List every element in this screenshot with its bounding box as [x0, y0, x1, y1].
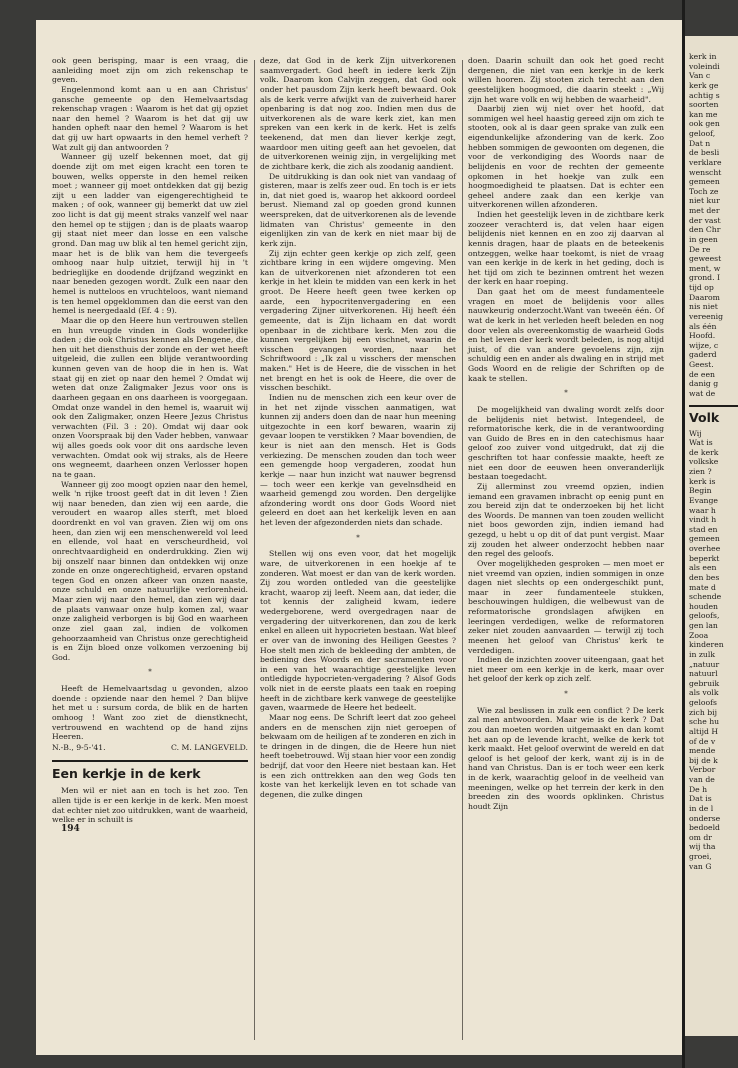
- truncated-line: de een: [689, 369, 715, 379]
- truncated-line: wijze, c: [689, 340, 719, 350]
- truncated-line: houden: [689, 601, 718, 611]
- paragraph: Men wil er niet aan en toch is het zoo. Ten allen tijde is er een kerkje in de kerk. Men moest dat echter niet zoo uitdrukken, want de waarheid, welke er in schuilt is: [52, 786, 248, 825]
- truncated-line: bedoeld: [689, 823, 720, 833]
- truncated-line: groei,: [689, 852, 712, 861]
- truncated-line: Geest.: [689, 360, 714, 369]
- paragraph: Zij allerminst zou vreemd opzien, indien iemand een gravamen inbracht op eenig punt en zou bereid zijn dat te onderzoeken bij het licht des Woords. De mannen van toen zouden wellicht niet boos geworden zijn, indien iemand had gezegd, u hebt u op dit of dat punt vergist. Maar zij zouden het alweer onderzocht hebben naar den regel des geloofs.: [468, 481, 664, 559]
- truncated-line: in geen: [689, 234, 718, 244]
- paragraph: ook geen berisping, maar is een vraag, die aanleiding moet zijn om zich rekenschap te geven.: [52, 56, 248, 85]
- truncated-line: geloof,: [689, 129, 716, 138]
- truncated-line: mende: [689, 746, 716, 756]
- article-heading: Een kerkje in de kerk: [52, 760, 248, 781]
- truncated-line: Toch ze: [689, 186, 719, 196]
- truncated-line: ment, w: [689, 263, 721, 273]
- truncated-line: kerk in: [689, 52, 717, 61]
- truncated-line: tijd op: [689, 283, 714, 292]
- truncated-line: gaderd: [689, 350, 717, 360]
- paragraph: Wanneer gij zoo moogt opzien naar den hemel, welk 'n rijke troost geeft dat in dit leven ! Zien wij naar beneden, dan zien wij een aarde, die veroudert en waarop alles sterft, met bloed doordrenkt en vol van graven. Zien wij om ons heen, dan zien wij een menschenwereld vol leed en ellende, vol haat en verscheurdheid, vol onrechtvaardigheid en onderdrukking. Zien wij bij onszelf naar binnen dan ontdekken wij onze zonde en onze ongerechtigheid, ervaren opstand tegen God en onzen afkeer van onzen naaste, onze schuld en onze natuurlijke verlorenheid. Maar zien wij naar den hemel, dan zien wij daar de plaats vanwaar onze hulp komen zal, waar onze zaligheid verborgen is bij God en waarheen onze ziel gaan zal, indien de volkomen gehoorzaamheid van Christus onze gerechtigheid is en Zijn bloed onze volkomen verzoening bij God.: [52, 479, 248, 662]
- truncated-line: geloofs,: [689, 611, 720, 621]
- paragraph: Maar nog eens. De Schrift leert dat zoo geheel anders en de menschen zijn niet geroepen of bekwaam om de heiligen af te zonderen en zich in te dringen in de dingen, die de Heere hun niet heeft toebetrouwd. Wij staan hier voor een zondig bedrijf, dat voor den Heere niet bestaan kan. Het is een zich onttrekken aan den weg Gods ten koste van het kerkelijk leven en tot schade van degenen, die zulke dingen: [260, 712, 456, 799]
- section-separator: *: [564, 389, 568, 398]
- truncated-line: als één: [689, 321, 717, 331]
- truncated-line: beperkt: [689, 553, 720, 563]
- truncated-line: gemeen: [689, 534, 720, 544]
- facing-page-edge: [685, 36, 738, 1036]
- truncated-line: nis niet: [689, 302, 718, 312]
- truncated-line: volkske: [689, 457, 719, 467]
- truncated-line: vereenig: [689, 311, 723, 321]
- truncated-text-block: [689, 429, 738, 872]
- paragraph: De mogelijkheid van dwaling wordt zelfs door de belijdenis niet betwist. Integendeel, de reformatorische kerk, die in de verantwoording van Guido de Bres en in den catechismus haar geloof zoo zuiver vond uitgedrukt, dat zij die geschriften tot haar confessie maakte, heeft ze niet een door de eeuwen heen onveranderlijk bestaan toegedacht.: [468, 404, 664, 482]
- truncated-line: schende: [689, 592, 722, 602]
- truncated-line: wij tha: [689, 842, 716, 852]
- truncated-line: der vast: [689, 215, 721, 225]
- truncated-line: bij de k: [689, 755, 718, 765]
- column-4: [689, 52, 738, 871]
- truncated-line: zich bij: [689, 707, 717, 717]
- truncated-line: kerk ge: [689, 80, 719, 90]
- signature-place-date: N.-B., 9-5-'41.: [52, 742, 106, 752]
- truncated-line: wat de: [689, 388, 716, 398]
- truncated-line: wenscht: [689, 167, 722, 177]
- truncated-line: niet kur: [689, 196, 720, 206]
- signature-name: C. M. LANGEVELD.: [171, 742, 248, 752]
- truncated-line: vindt h: [689, 515, 717, 525]
- column-1: [52, 56, 248, 835]
- truncated-line: Hoofd.: [689, 331, 716, 341]
- truncated-line: Dat n: [689, 138, 711, 148]
- truncated-line: stad en: [689, 524, 718, 534]
- paragraph: Heeft de Hemelvaartsdag u gevonden, alzoo doende : opziende naar den hemel ? Dan blijve het met u : sursum corda, de blik en de harten omhoog ! Want zoo ziet de dienstknecht, vertrouwend en wachtend op de hand zijns Heeren.: [52, 684, 248, 742]
- paragraph: Over mogelijkheden gesproken — men moet er niet vreemd van opzien, indien sommigen in onze dagen niet slechts op een ondergeschikt punt, maar in zeer fundamenteele stukken, beschouwingen huldigen, die welbewust van de reformatorische grondslagen afwijken en leeringen verdedigen, welke de reformatoren zeker niet zouden aanvaarden — terwijl zij toch meenen het geloof van Christus' kerk te verdedigen.: [468, 558, 664, 655]
- paragraph: Daarbij zien wij niet over het hoofd, dat sommigen wel heel haastig gereed zijn om zich te stooten, ook al is daar geen sprake van zulk een eigendunkelijke afzondering van de kerk. Zoo hebben sommigen de gewoonten om degenen, die voor de verkondiging des Woords naar de belijdenis en voor de rechten der gemeente opkomen in het hoekje van zulk een hoogmoedigheid te plaatsen. Dat is echter een geheel andere zaak dan een kerkje van uitverkorenen willen afzonderen.: [468, 104, 664, 210]
- truncated-line: in zulk: [689, 649, 715, 659]
- truncated-line: mate d: [689, 582, 716, 592]
- truncated-line: gebruik: [689, 678, 720, 688]
- truncated-line: kan me: [689, 109, 718, 119]
- truncated-line: de kerk: [689, 447, 719, 457]
- truncated-line: van de: [689, 775, 715, 784]
- truncated-line: gemeen: [689, 177, 720, 187]
- signature: [52, 743, 248, 753]
- truncated-line: voleindi: [689, 61, 720, 71]
- truncated-line: soorten: [689, 100, 719, 110]
- truncated-line: als een: [689, 563, 717, 573]
- column-2: [260, 56, 456, 800]
- truncated-line: Dat is: [689, 794, 712, 804]
- paragraph: Indien het geestelijk leven in de zichtbare kerk zoozeer verachterd is, dat velen haar eigen belijdenis niet kennen en en zoo zij daarvan al kennis dragen, haar de plaats en de beteekenis ontzeggen, welke haar toekomt, is niet de vraag van een kerkje in de kerk in het geding, doch is het tijd om zich te bezinnen omtrent het wezen der kerk en haar roeping.: [468, 210, 664, 287]
- truncated-line: achtig s: [689, 90, 720, 100]
- paragraph: Stellen wij ons even voor, dat het mogelijk ware, de uitverkorenen in een hoekje af te zonderen. Wat moest er dan van de kerk worden. Zij zou worden ontleded van die geestelijke kracht, waarop zij leeft. Neem aan, dat ieder, die tot kennis der zaligheid kwam, iedere wedergeborene, werd overgedragen naar de vergadering der uitverkorenen, dan zou de kerk enkel en alleen uit hypocrieten bestaan. Wat bleef er over van de inwoning des Heiligen Geestes ? Hoe stelt men zich de bekleeding der ambten, de bediening des Woords en der sacramenten voor in een van het waarachtige geestelijke leven ontledigde hypocrieten-vergadering ? Alsof Gods volk niet in de eerste plaats een taak en roeping heeft in de zichtbare kerk vanwege de geestelijke gaven, waarmede de Heere het bedeelt.: [260, 549, 456, 713]
- paragraph: Wie zal beslissen in zulk een conflict ? De kerk zal men antwoorden. Maar wie is de kerk ? Dat zou dan moeten worden uitgemaakt en dan komt het aan op de levende kracht, welke de kerk tot kerk maakt. Het geloof overwint de wereld en dat geloof is het geloof der kerk, want zij is in de hand van Christus. Dan is er toch weer een kerk in de kerk, waarachtig geloof in de veelheid van meeningen, welke op het terrein der kerk in den breeden zin des woords opklinken. Christus houdt Zijn: [468, 705, 664, 811]
- paragraph: Engelenmond komt aan u en aan Christus' gansche gemeente op den Hemelvaartsdag rekenschap vragen : Waarom is het dat gij opziet naar den hemel ? Waarom is het dat gij uw handen opheft naar den hemel ? Waarom is het dat gij uw hart opwaarts in den hemel verheft ? Wat zult gij dan antwoorden ?: [52, 84, 248, 152]
- truncated-line: met der: [689, 206, 720, 215]
- truncated-line: waar h: [689, 505, 716, 515]
- column-3: [468, 56, 664, 812]
- truncated-line: of de v: [689, 736, 716, 746]
- truncated-line: gen lan: [689, 621, 718, 630]
- truncated-line: kinderen: [689, 640, 724, 650]
- truncated-line: Begin: [689, 486, 712, 496]
- truncated-line: om dr: [689, 832, 712, 842]
- truncated-line: den bes: [689, 572, 720, 582]
- section-separator: *: [564, 690, 568, 698]
- truncated-line: Verbor: [689, 765, 716, 775]
- truncated-line: De h: [689, 784, 708, 794]
- truncated-line: ook gen: [689, 119, 720, 129]
- truncated-line: als volk: [689, 688, 719, 698]
- truncated-line: danig g: [689, 379, 719, 389]
- truncated-line: Wat is: [689, 438, 713, 448]
- truncated-line: zien ?: [689, 467, 712, 476]
- truncated-line: van G: [689, 861, 712, 871]
- truncated-line: kerk is: [689, 476, 716, 486]
- column-divider: [462, 60, 463, 1040]
- paragraph: doen. Daarin schuilt dan ook het goed recht dergenen, die niet van een kerkje in de kerk willen hooren. Zij stooten zich terecht aan den geestelijken hoogmoed, die daarin steekt : „Wij zijn het ware volk en wij hebben de waarheid".: [468, 56, 664, 104]
- paragraph: Wanneer gij uzelf bekennen moet, dat gij doende zijt om met eigen kracht een toren te bouwen, welks opperste in den hemel reiken moet ; wanneer gij moet ontdekken dat gij bezig zijt u een ladder van eigengerechtigheid te maken ; of ook, wanneer gij bemerkt dat uw ziel zoo licht is dat gij meent straks vanzelf wel naar den hemel op te stijgen ; dan is de plaats waarop gij staat niet meer dan losse en een valsche grond. Dan mag uw blik al ten hemel gericht zijn, maar het is de blik van hem die tevergeefs omhoog naar hulp uitziet, terwijl hij in 't bedrieglijke en doodende drijfzand wegzinkt en naar beneden gezogen wordt. Zulk een naar den hemel is nutteloos en vruchteloos, want niemand is ten hemel opgeklommen dan die eerst van den hemel is neergedaald (Ef. 4 : 9).: [52, 152, 248, 316]
- truncated-line: Van c: [689, 71, 711, 81]
- truncated-line: geloofs: [689, 698, 717, 707]
- truncated-line: Evange: [689, 495, 718, 505]
- magazine-page: [36, 20, 682, 1055]
- truncated-line: in de l: [689, 803, 714, 813]
- truncated-text-block: [689, 52, 738, 399]
- paragraph: Maar die op den Heere hun vertrouwen stellen en hun vreugde vinden in Gods wonderlijke daden ; die ook Christus kennen als Dengene, die hen uit het diensthuis der zonde en der wet heeft uitgeleid, die zullen een blijde verantwoording kunnen geven van de hoop die in hen is. Wat staat gij en ziet op naar den hemel ? Omdat wij weten dat onze Zaligmaker Jezus voor ons is daarheen gegaan en ons daarheen is voorgegaan. Omdat onze wandel in den hemel is, waaruit wij ook den Zaligmaker, onzen Heere Jezus Christus verwachten (Fil. 3 : 20). Omdat wij daar ook onzen Voorspraak bij den Vader hebben, vanwaar wij alles goeds ook voor dit ons aardsche leven verwachten. Omdat ook wij straks, als de Heere ons wegneemt, daarheen onzen Verlosser hopen na te gaan.: [52, 315, 248, 479]
- truncated-line: altijd H: [689, 726, 719, 736]
- paragraph: deze, dat God in de kerk Zijn uitverkorenen saamvergadert. God heeft in iedere kerk Zijn volk. Daarom kon Calvijn zeggen, dat God ook onder het pausdom Zijn kerk heeft bewaard. Ook als de kerk verre afwijkt van de zuiverheid harer openbaring is dat nog zoo. Indien men dus de uitverkorenen als de ware kerk ziet, kan men spreken van een kerk in de kerk. Het is zelfs teekenend, dat men dan liever kerkje zegt, waardoor men uiting geeft aan het gevoelen, dat de uitverkorenen weinig zijn, in vergelijking met de zichtbare kerk, die zich als zoodanig aandient.: [260, 56, 456, 171]
- page-number: 194: [61, 823, 80, 834]
- paragraph: Dan gaat het om de meest fundamenteele vragen en moet de belijdenis voor alles nauwkeurig onderzocht.Want van tweeën één. Of wat de kerk in het verleden heeft beleden en nog door velen als overeenkomstig de waarheid Gods en het leven der kerk wordt beleden, is nog altijd juist, of die van andere gevoelens zijn, zijn schuldig een en ander als dwaling en in strijd met Gods Woord en de religie der Schriften op de kaak te stellen.: [468, 287, 664, 383]
- truncated-line: overhee: [689, 544, 721, 553]
- paragraph: Indien nu de menschen zich een keur over de in het net zijnde visschen aanmatigen, wat kunnen zij anders doen dan de naar hun meening uitgezochte in een korf bewaren, waarin zij gevaar loopen te verstikken ? Maar bovendien, de keur is niet aan den mensch. Het is Gods verkiezing. De menschen zouden dan toch weer een gemengde hoop vergaderen, zoodat hun kerkje — naar hun inzicht wat nauwer begrensd — toch weer een kerkje van gevelnsdheid en waarheid gemengd zou worden. Den dergelijke afzondering wordt ons door Gods Woord niet geleerd en doet aan het kerkelijk leven en aan het leven der afgezonderden niets dan schade.: [260, 392, 456, 527]
- truncated-line: geweest: [689, 254, 722, 264]
- truncated-line: Daarom: [689, 292, 720, 302]
- truncated-line: De re: [689, 244, 711, 254]
- truncated-line: den Chr: [689, 225, 721, 235]
- truncated-line: Zooa: [689, 630, 709, 640]
- paragraph: Zij zijn echter geen kerkje op zich zelf, geen zichtbare kring in een wijdere omgeving. Men kan de uitverkorenen niet afzonderen tot een kerkje in het klein te midden van een kerk in het groot. De Heere heeft geen twee kerken op aarde, een hypocritenvergadering en een vergadering Zijner uitverkorenen. Hij heeft één gemeente, dat is Zijn lichaam en dat wordt openbaar in de zichtbare kerk. Men zou die kunnen vergelijken bij een vischnet, waarin de visschen gevangen worden, naar het Schriftwoord : „Ik zal u visschers der menschen maken." Het is de Heere, die de visschen in het net brengt en het is ook de Heere, die over de visschen beschikt.: [260, 248, 456, 393]
- article-heading-2: Volk: [689, 405, 738, 425]
- truncated-line: sche hu: [689, 717, 720, 727]
- truncated-line: verklare: [689, 157, 722, 167]
- truncated-line: „natuur: [689, 659, 720, 669]
- truncated-line: de besli: [689, 148, 720, 158]
- truncated-line: grond. I: [689, 273, 721, 283]
- section-separator: *: [356, 533, 360, 542]
- paragraph: Indien de inzichten zoover uiteengaan, gaat het niet meer om een kerkje in de kerk, maar over het geloof der kerk op zich zelf.: [468, 655, 664, 684]
- truncated-line: natuurl: [689, 669, 718, 679]
- truncated-line: Wij: [689, 428, 702, 438]
- paragraph: De uitdrukking is dan ook niet van vandaag of gisteren, maar is zelfs zeer oud. En toch is er iets in, dat niet goed is, waarop het akkoord oordeel berust. Niemand zal op goeden grond kunnen weerspreken, dat de uitverkorenen als de levende lidmaten van Christus' gemeente in den eigenlijken zin van de kerk en niet maar bij de kerk zijn.: [260, 171, 456, 248]
- section-separator: *: [148, 668, 152, 677]
- truncated-line: onderse: [689, 813, 721, 823]
- column-divider: [254, 60, 255, 1040]
